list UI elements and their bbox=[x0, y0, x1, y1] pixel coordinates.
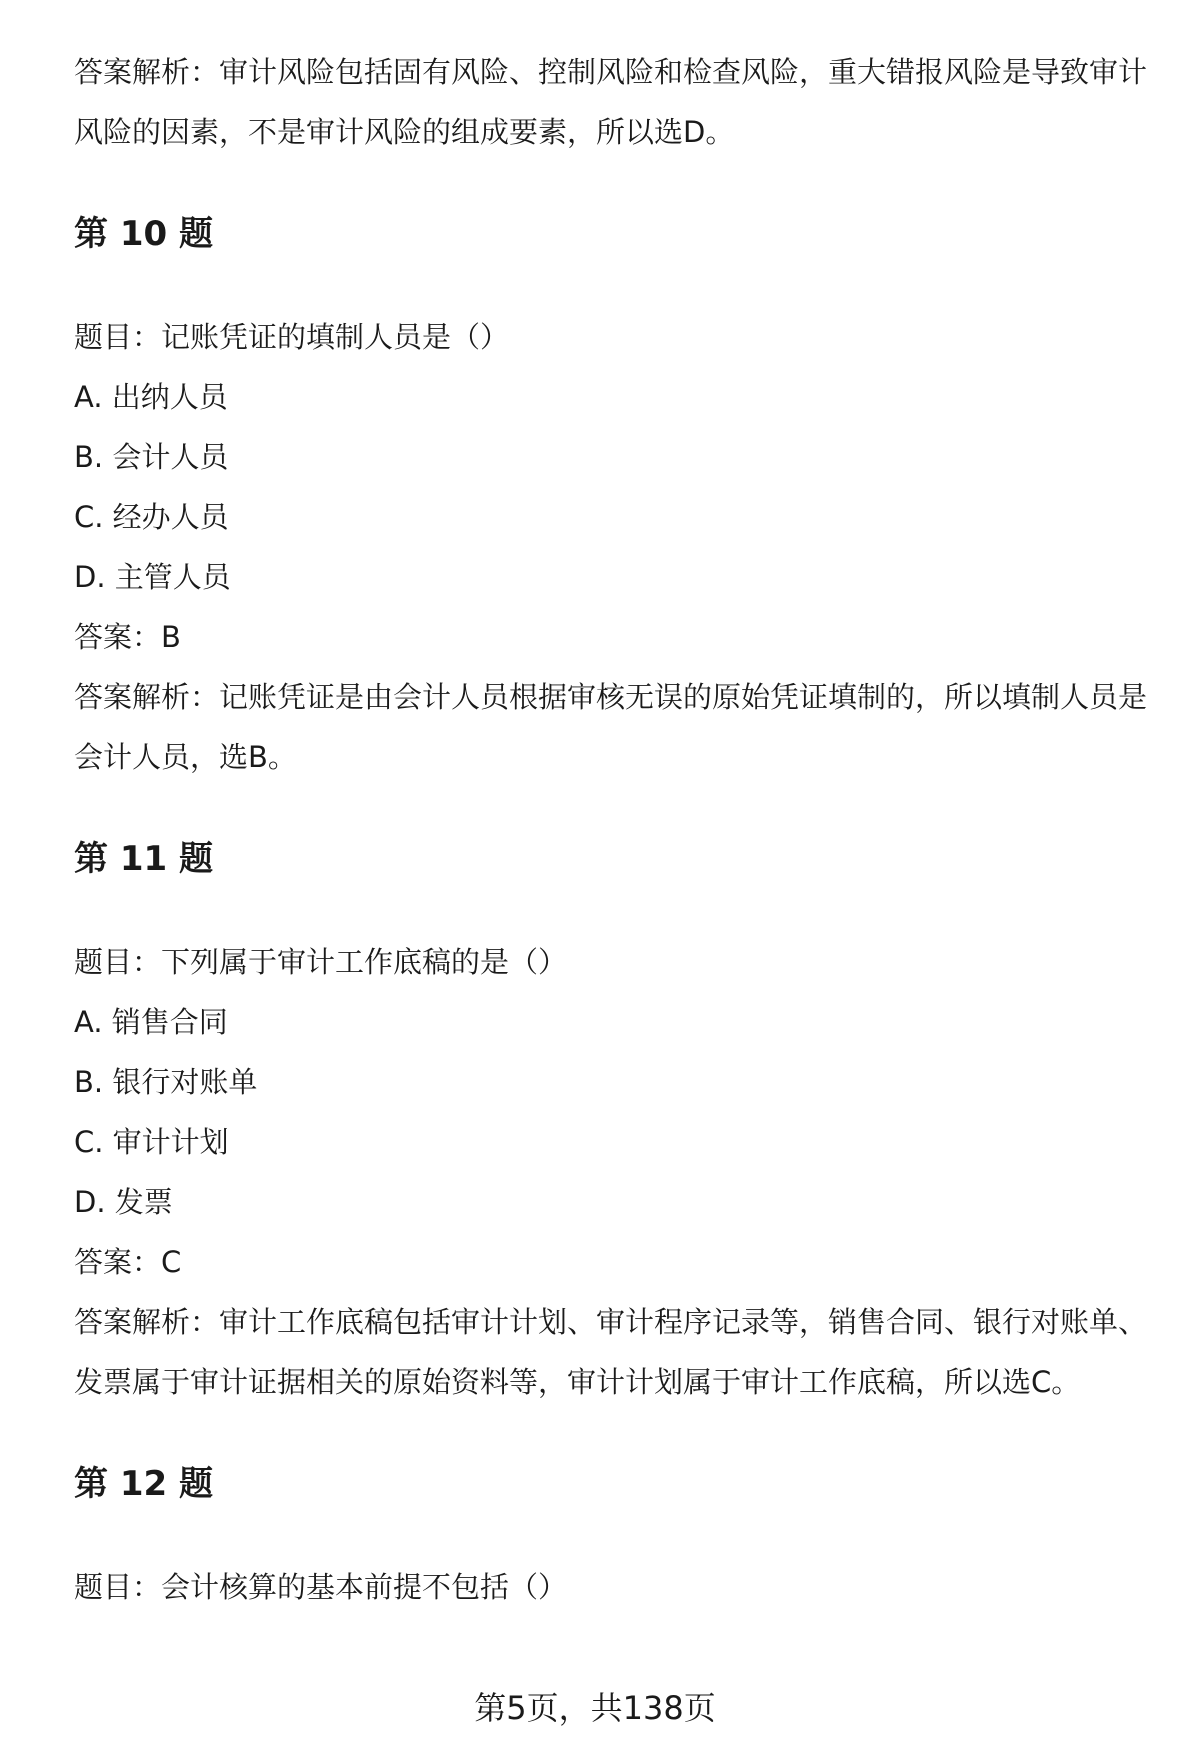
question-stem: 题目：下列属于审计工作底稿的是（） bbox=[74, 945, 568, 979]
option-c: C. 审计计划 bbox=[74, 1125, 229, 1159]
document-page bbox=[74, 42, 1154, 1617]
answer-explanation: 答案解析：审计风险包括固有风险、控制风险和检查风险，重大错报风险是导致审计风险的因素，不是审计风险的组成要素，所以选D。 bbox=[74, 55, 1148, 149]
option-b: B. 会计人员 bbox=[74, 440, 229, 474]
answer: 答案：B bbox=[74, 620, 181, 654]
question-heading: 第 10 题 bbox=[74, 214, 213, 254]
option-d: D. 主管人员 bbox=[74, 560, 231, 594]
option-b: B. 银行对账单 bbox=[74, 1065, 258, 1099]
question-heading: 第 11 题 bbox=[74, 839, 213, 879]
question-stem: 题目：记账凭证的填制人员是（） bbox=[74, 320, 510, 354]
answer-explanation: 答案解析：审计工作底稿包括审计计划、审计程序记录等，销售合同、银行对账单、发票属于审计证据相关的原始资料等，审计计划属于审计工作底稿，所以选C。 bbox=[74, 1305, 1148, 1399]
option-a: A. 出纳人员 bbox=[74, 380, 228, 414]
option-c: C. 经办人员 bbox=[74, 500, 229, 534]
answer-explanation: 答案解析：记账凭证是由会计人员根据审核无误的原始凭证填制的，所以填制人员是会计人员，选B。 bbox=[74, 680, 1148, 774]
answer: 答案：C bbox=[74, 1245, 182, 1279]
question-heading: 第 12 题 bbox=[74, 1464, 213, 1504]
page-number-footer: 第5页，共138页 bbox=[474, 1689, 716, 1727]
option-d: D. 发票 bbox=[74, 1185, 173, 1219]
question-stem: 题目：会计核算的基本前提不包括（） bbox=[74, 1570, 568, 1604]
option-a: A. 销售合同 bbox=[74, 1005, 228, 1039]
